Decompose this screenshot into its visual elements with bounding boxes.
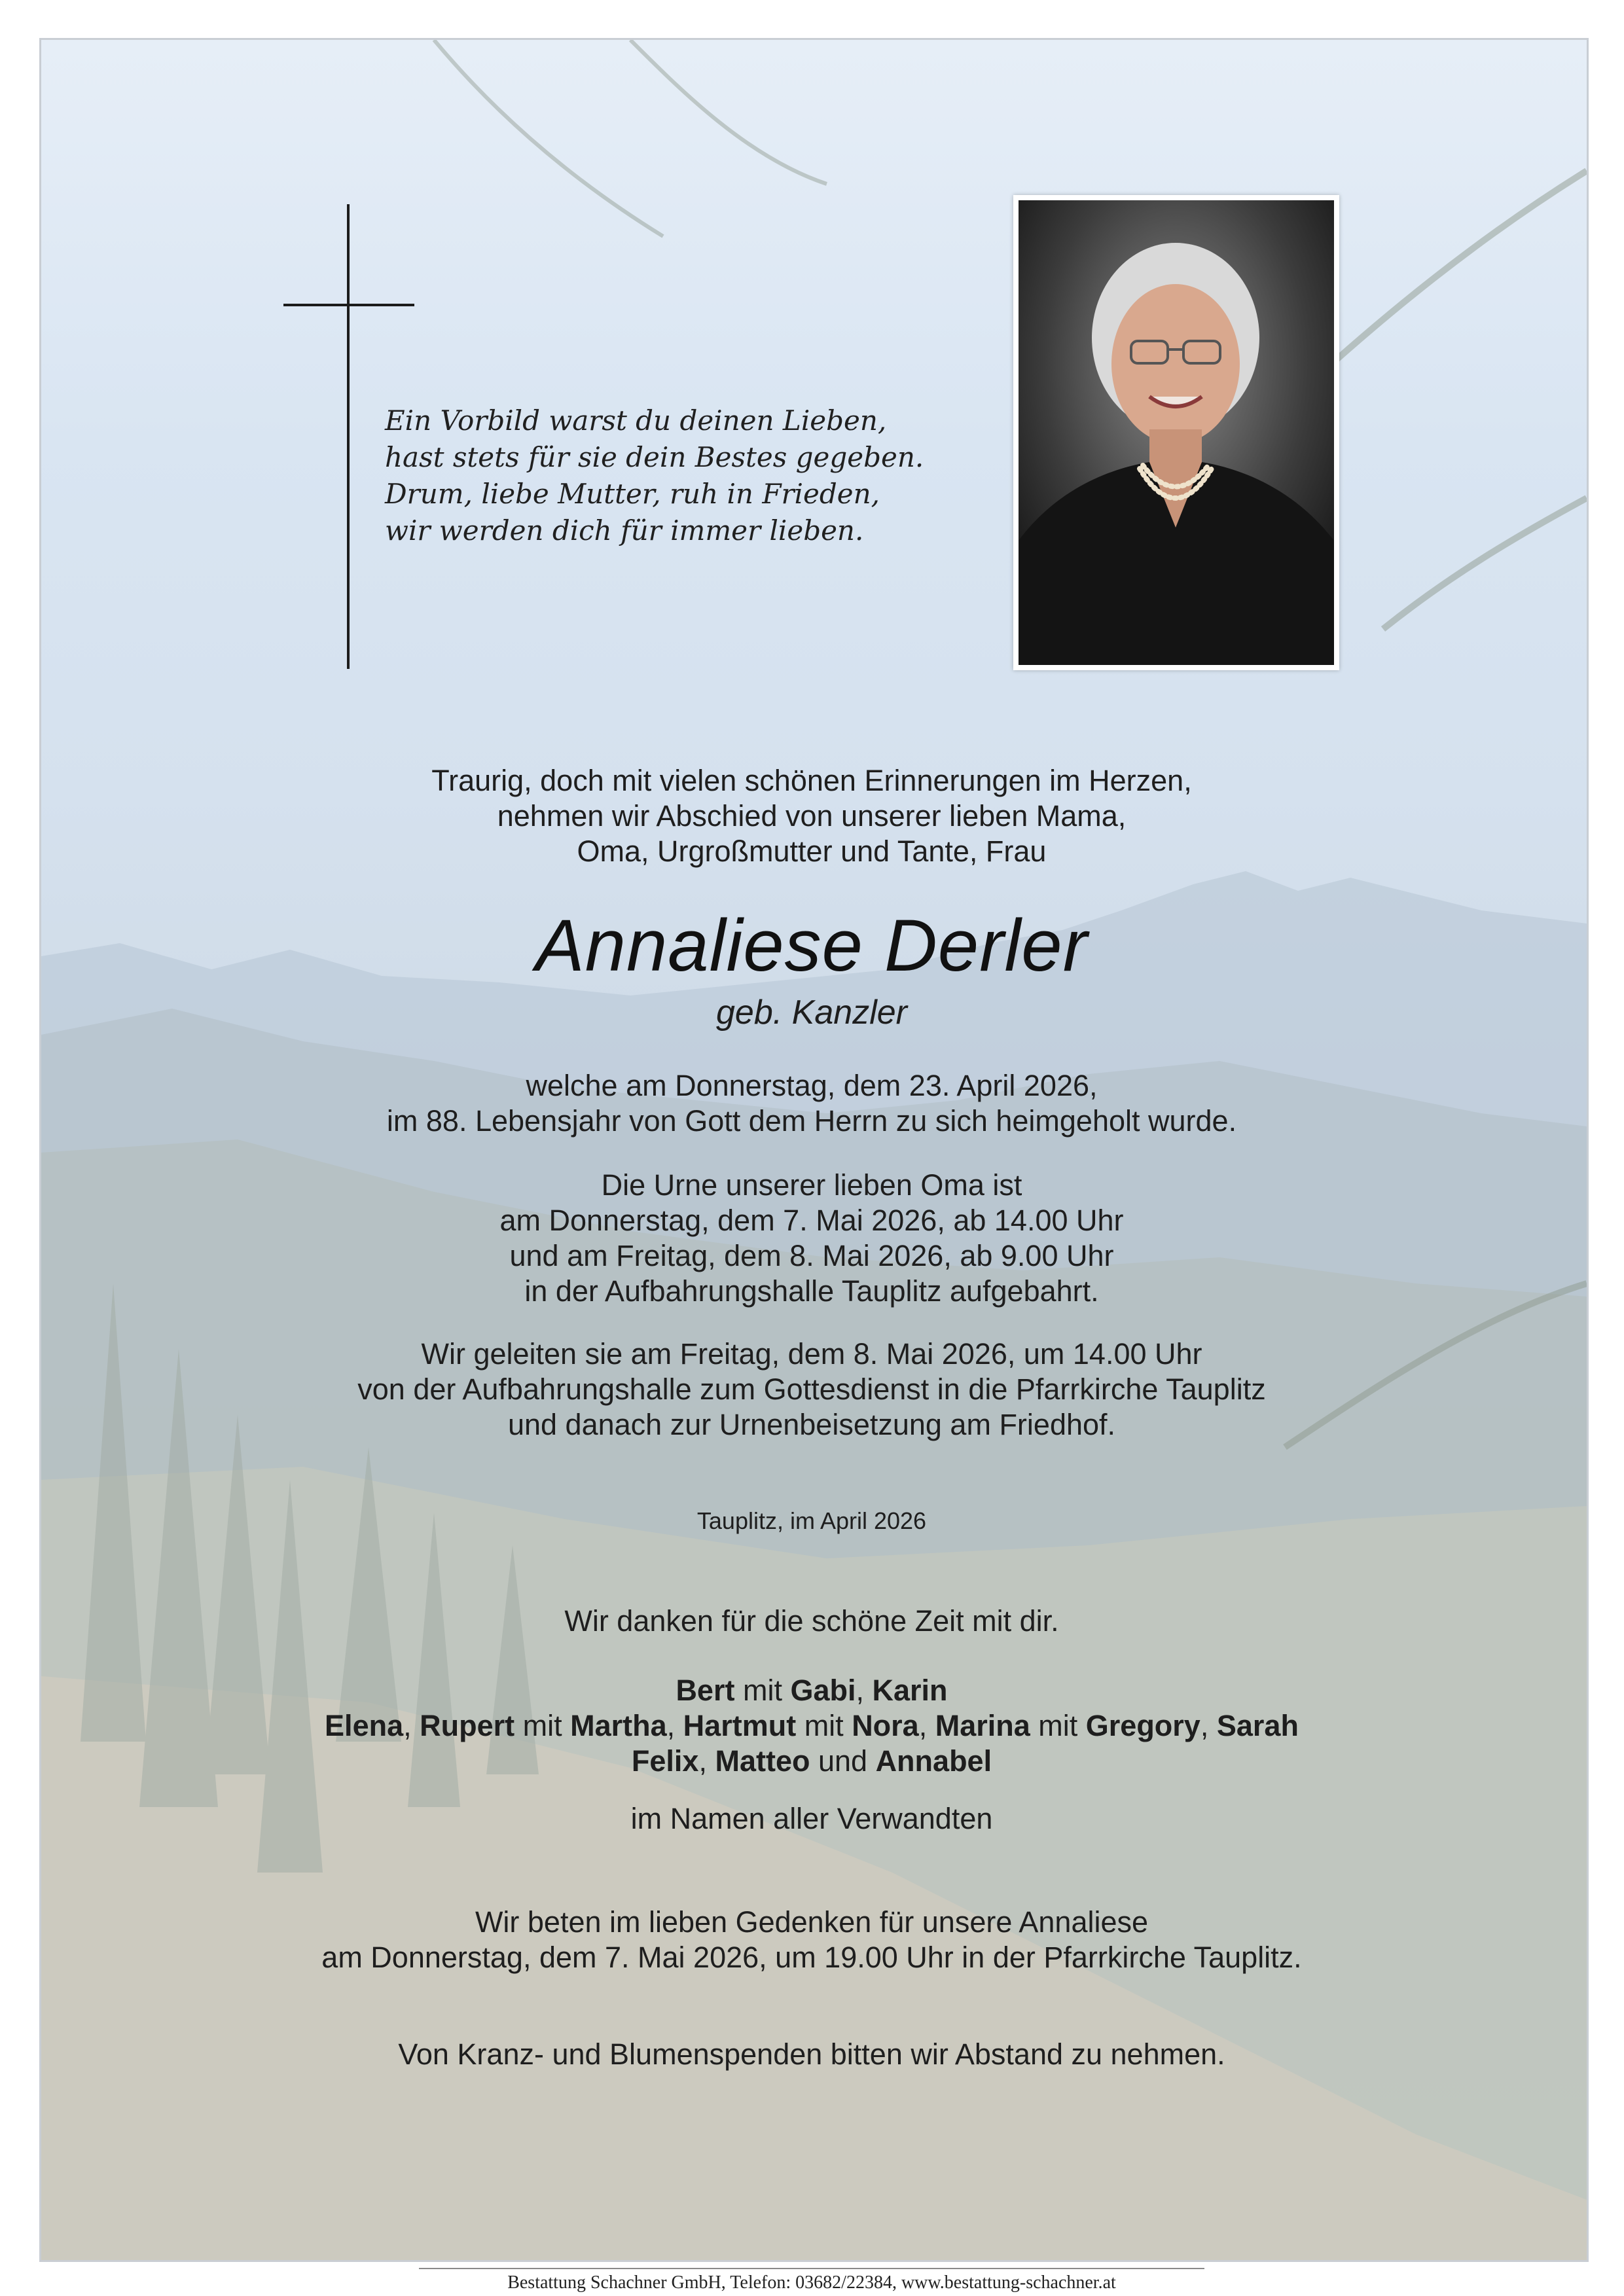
deceased-name: Annaliese Derler [535,905,1088,986]
donations-note: Von Kranz- und Blumenspenden bitten wir Abstand zu nehmen. [398,2037,1225,2071]
footer-contact: Bestattung Schachner GmbH, Telefon: 03682/22384, www.bestattung-schachner.at [507,2272,1116,2293]
viewing-line: in der Aufbahrungshalle Tauplitz aufgebahrt. [524,1274,1099,1308]
intro-line: Traurig, doch mit vielen schönen Erinnerungen im Herzen, [431,764,1192,797]
place-date: Tauplitz, im April 2026 [696,1507,927,1534]
viewing-info [157,1168,1466,1309]
footer-divider [419,2268,1204,2269]
family-line: Bert mit Gabi, Karin [676,1674,948,1707]
viewing-line: Die Urne unserer lieben Oma ist [601,1168,1022,1202]
poem-line: wir werden dich für immer lieben. [385,514,864,547]
funeral-info [157,1336,1466,1443]
poem-line: Drum, liebe Mutter, ruh in Frieden, [385,478,880,510]
funeral-line: Wir geleiten sie am Freitag, dem 8. Mai 2026, um 14.00 Uhr [421,1337,1202,1371]
viewing-line: am Donnerstag, dem 7. Mai 2026, ab 14.00 Uhr [499,1204,1124,1237]
intro-line: nehmen wir Abschied von unserer lieben Mama, [497,799,1127,833]
death-announcement [157,1068,1466,1139]
portrait-photo [1013,195,1339,670]
prayer-info [157,1905,1466,1975]
death-line: welche am Donnerstag, dem 23. April 2026, [526,1069,1098,1102]
maiden-name: geb. Kanzler [716,994,907,1031]
cross-vertical-bar [347,204,350,669]
viewing-line: und am Freitag, dem 8. Mai 2026, ab 9.00 Uhr [509,1239,1114,1272]
intro-line: Oma, Urgroßmutter und Tante, Frau [577,834,1047,868]
cross-horizontal-bar [283,304,414,306]
death-line: im 88. Lebensjahr von Gott dem Herrn zu sich heimgeholt wurde. [386,1104,1237,1138]
prayer-line: am Donnerstag, dem 7. Mai 2026, um 19.00 Uhr in der Pfarrkirche Tauplitz. [321,1941,1302,1974]
poem-line: hast stets für sie dein Bestes gegeben. [385,441,924,473]
family-line: Elena, Rupert mit Martha, Hartmut mit Nora, Marina mit Gregory, Sarah [325,1709,1299,1742]
funeral-line: und danach zur Urnenbeisetzung am Friedhof. [507,1408,1116,1441]
family-list [157,1673,1466,1779]
intro-text [157,763,1466,869]
memorial-poem [385,403,974,549]
family-line: Felix, Matteo und Annabel [631,1744,992,1778]
relatives-line: im Namen aller Verwandten [630,1802,993,1835]
funeral-line: von der Aufbahrungshalle zum Gottesdienst in die Pfarrkirche Tauplitz [357,1372,1266,1406]
prayer-line: Wir beten im lieben Gedenken für unsere Annaliese [475,1905,1149,1939]
poem-line: Ein Vorbild warst du deinen Lieben, [385,404,887,437]
thanks-text: Wir danken für die schöne Zeit mit dir. [564,1604,1059,1638]
